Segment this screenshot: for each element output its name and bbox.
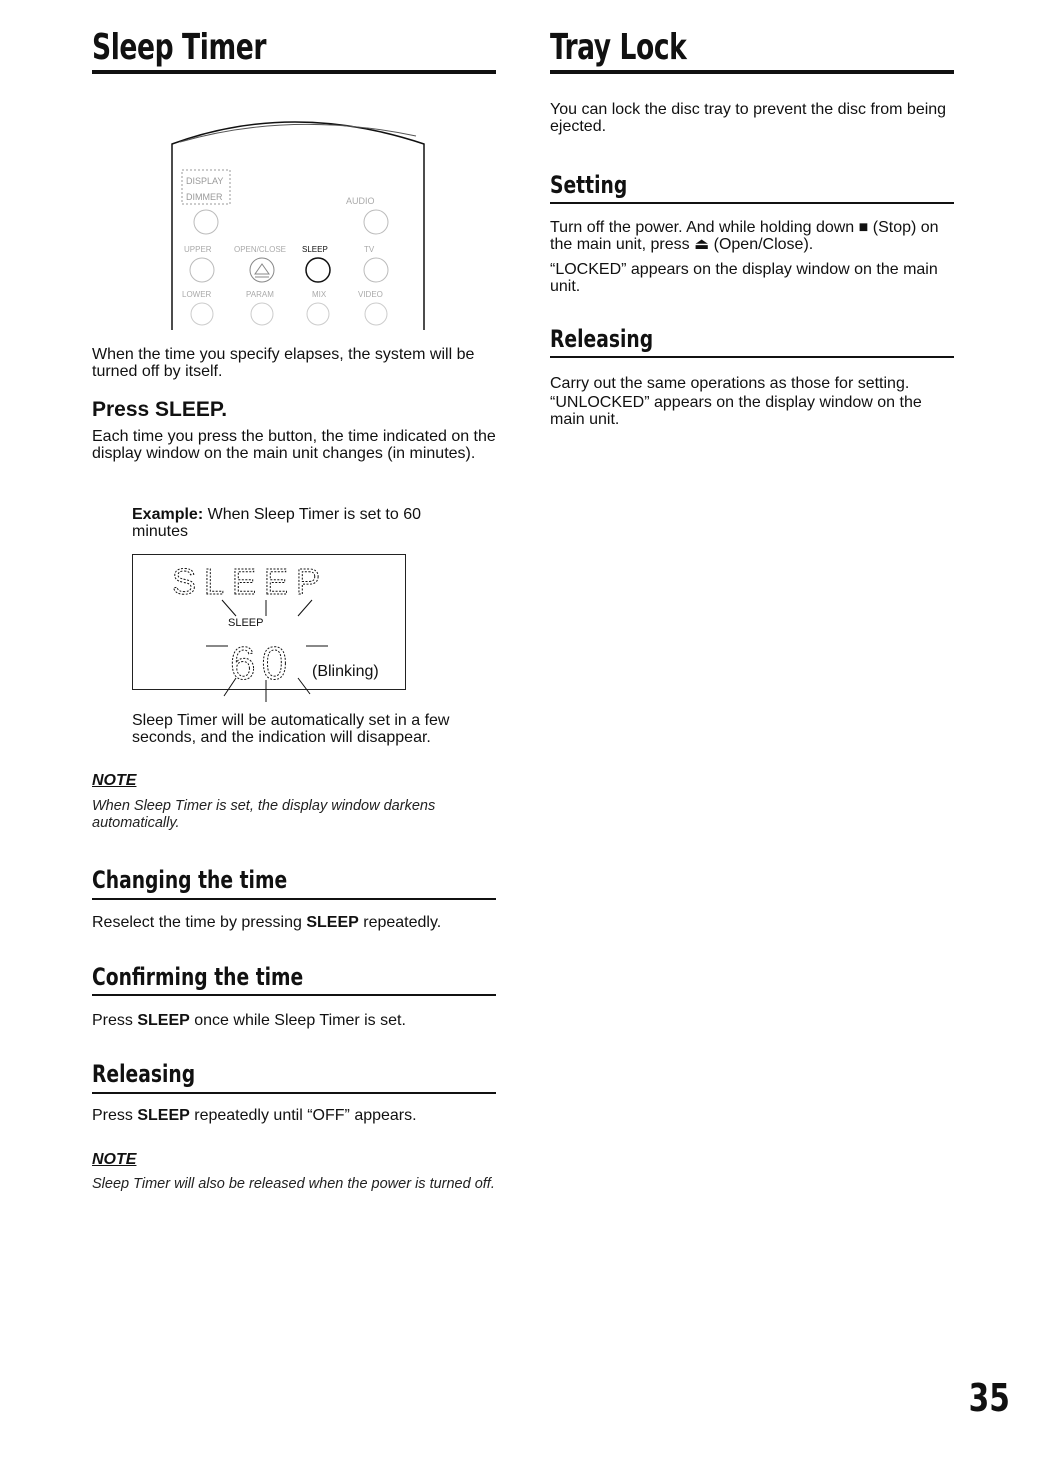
- example-label: Example:: [132, 506, 204, 523]
- tray-lock-rule: [550, 70, 954, 74]
- confirming-heading: Confirming the time: [92, 963, 304, 991]
- changing-text-pre: Reselect the time by pressing: [92, 914, 307, 931]
- releasing-text-bold: SLEEP: [137, 1107, 190, 1124]
- tray-lock-intro: You can lock the disc tray to prevent the disc from being ejected.: [550, 101, 947, 135]
- changing-text: [92, 914, 496, 931]
- releasing-text-right-2: “UNLOCKED” appears on the display window on the main unit.: [550, 394, 922, 428]
- changing-rule: [92, 898, 496, 900]
- releasing-rule-right: [550, 356, 954, 358]
- confirming-rule: [92, 994, 496, 996]
- confirming-text-bold: SLEEP: [137, 1012, 190, 1029]
- remote-label-tv: TV: [364, 245, 375, 254]
- releasing-rule-left: [92, 1092, 496, 1094]
- releasing-text-right-1: Carry out the same operations as those for setting.: [550, 375, 910, 392]
- remote-label-video: VIDEO: [358, 290, 383, 299]
- setting-rule: [550, 202, 954, 204]
- remote-label-audio: AUDIO: [346, 196, 375, 206]
- releasing-text-left: [92, 1107, 496, 1124]
- press-sleep-heading: Press SLEEP.: [92, 398, 228, 421]
- remote-label-dimmer: DIMMER: [186, 192, 223, 202]
- example-paragraph: [132, 506, 472, 540]
- remote-label-upper: UPPER: [184, 245, 212, 254]
- note2-label: NOTE: [92, 1151, 137, 1168]
- tray-lock-title: Tray Lock: [550, 27, 687, 68]
- remote-label-sleep: SLEEP: [302, 245, 328, 254]
- display-segment-text: SLEEP: [172, 561, 329, 602]
- releasing-heading-left: Releasing: [92, 1060, 196, 1088]
- example-text: When Sleep Timer is set to 60 minutes: [132, 506, 422, 540]
- releasing-heading-right: Releasing: [550, 325, 654, 353]
- display-illustration: [132, 554, 406, 704]
- remote-label-mix: MIX: [312, 290, 327, 299]
- remote-label-open-close: OPEN/CLOSE: [234, 245, 287, 254]
- remote-illustration: [162, 112, 432, 330]
- after-example-text: Sleep Timer will be automatically set in a few seconds, and the indication will disappear.: [132, 712, 450, 746]
- setting-heading: Setting: [550, 171, 628, 199]
- confirming-text-post: once while Sleep Timer is set.: [189, 1012, 406, 1029]
- display-blinking: (Blinking): [312, 663, 379, 680]
- display-number: 60: [230, 637, 294, 689]
- remote-label-display: DISPLAY: [186, 176, 224, 186]
- releasing-text-pre: Press: [92, 1107, 138, 1124]
- page-number: 35: [968, 1376, 1010, 1420]
- display-sleep-label: SLEEP: [228, 617, 264, 629]
- note2-text: Sleep Timer will also be released when the power is turned off.: [92, 1176, 495, 1192]
- title-rule: [92, 70, 496, 74]
- press-sleep-text: Each time you press the button, the time indicated on the display window on the main unit changes (in minutes).: [92, 428, 496, 462]
- setting-text-2: “LOCKED” appears on the display window on the main unit.: [550, 261, 938, 295]
- changing-text-post: repeatedly.: [358, 914, 442, 931]
- remote-label-lower: LOWER: [182, 290, 212, 299]
- confirming-text: [92, 1012, 496, 1029]
- setting-text-1: Turn off the power. And while holding down ■ (Stop) on the main unit, press ⏏ (Open/Close).: [550, 219, 939, 253]
- remote-label-param: PARAM: [246, 290, 274, 299]
- note1-label: NOTE: [92, 772, 137, 789]
- changing-heading: Changing the time: [92, 866, 288, 894]
- note1-text: When Sleep Timer is set, the display window darkens automatically.: [92, 798, 436, 831]
- sleep-timer-title: Sleep Timer: [92, 27, 267, 68]
- confirming-text-pre: Press: [92, 1012, 138, 1029]
- releasing-text-post: repeatedly until “OFF” appears.: [189, 1107, 417, 1124]
- changing-text-bold: SLEEP: [306, 914, 359, 931]
- sleep-intro: When the time you specify elapses, the system will be turned off by itself.: [92, 346, 475, 380]
